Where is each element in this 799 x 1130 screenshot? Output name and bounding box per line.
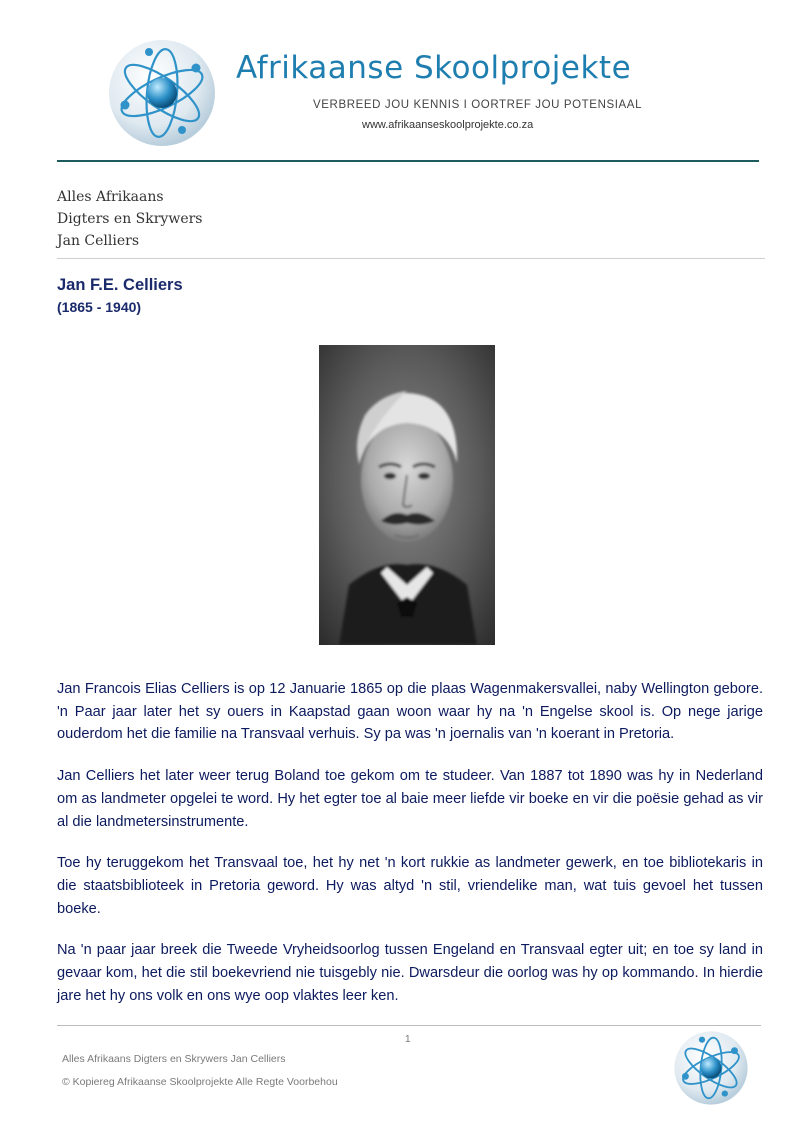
header-divider [57,160,759,162]
portrait-photo [319,345,495,645]
site-tagline: VERBREED JOU KENNIS I OORTREF JOU POTENSIAAL [313,99,643,111]
article-paragraph: Toe hy teruggekom het Transvaal toe, het hy net 'n kort rukkie as landmeter gewerk, en toe bibliotekaris in die staatsbiblioteek in Pretoria geword. Hy was altyd 'n stil, vriendelike man, wat tuis gevoel het tussen boeke. [57,855,763,917]
article-body [57,678,763,1026]
atom-logo-icon [107,38,217,148]
breadcrumb [57,186,202,252]
atom-logo-icon [673,1030,749,1106]
site-url[interactable]: www.afrikaanseskoolprojekte.co.za [362,119,534,131]
footer-breadcrumb: Alles Afrikaans Digters en Skrywers Jan Celliers [62,1053,286,1065]
breadcrumb-divider [57,258,765,259]
life-years: (1865 - 1940) [57,299,142,315]
breadcrumb-item[interactable]: Digters en Skrywers [57,211,203,227]
page-header [0,0,799,170]
breadcrumb-item[interactable]: Alles Afrikaans [57,189,164,205]
footer-copyright: © Kopiereg Afrikaanse Skoolprojekte Alle Regte Voorbehou [62,1076,338,1088]
article-paragraph: Na 'n paar jaar breek die Tweede Vryheidsoorlog tussen Engeland en Transvaal egter uit; en toe sy land in gevaar kom, het die stil boekevriend nie tuisgebly nie. Dwarsdeur die oorlog was hy op kommando. In hierdie jare het hy ons volk en ons wye oop vlaktes leer ken. [57,942,763,1004]
site-title: Afrikaanse Skoolprojekte [236,50,632,86]
page-number: 1 [405,1034,411,1045]
page-title: Jan F.E. Celliers [57,276,183,294]
article-paragraph: Jan Francois Elias Celliers is op 12 Januarie 1865 op die plaas Wagenmakersvallei, naby Wellington gebore. 'n Paar jaar later het sy ouers in Kaapstad gaan woon waar hy na 'n Engelse skool is. Op nege jarige ouderdom het die familie na Transvaal verhuis. Sy pa was 'n joernalis van 'n koerant in Pretoria. [57,681,763,743]
footer-divider [57,1025,761,1026]
article-paragraph: Jan Celliers het later weer terug Boland toe gekom om te studeer. Van 1887 tot 1890 was hy in Nederland om as landmeter opgelei te word. Hy het egter toe al baie meer liefde vir boeke en vir die poësie gehad as vir al die landmetersinstrumente. [57,768,763,830]
breadcrumb-item[interactable]: Jan Celliers [57,233,140,249]
